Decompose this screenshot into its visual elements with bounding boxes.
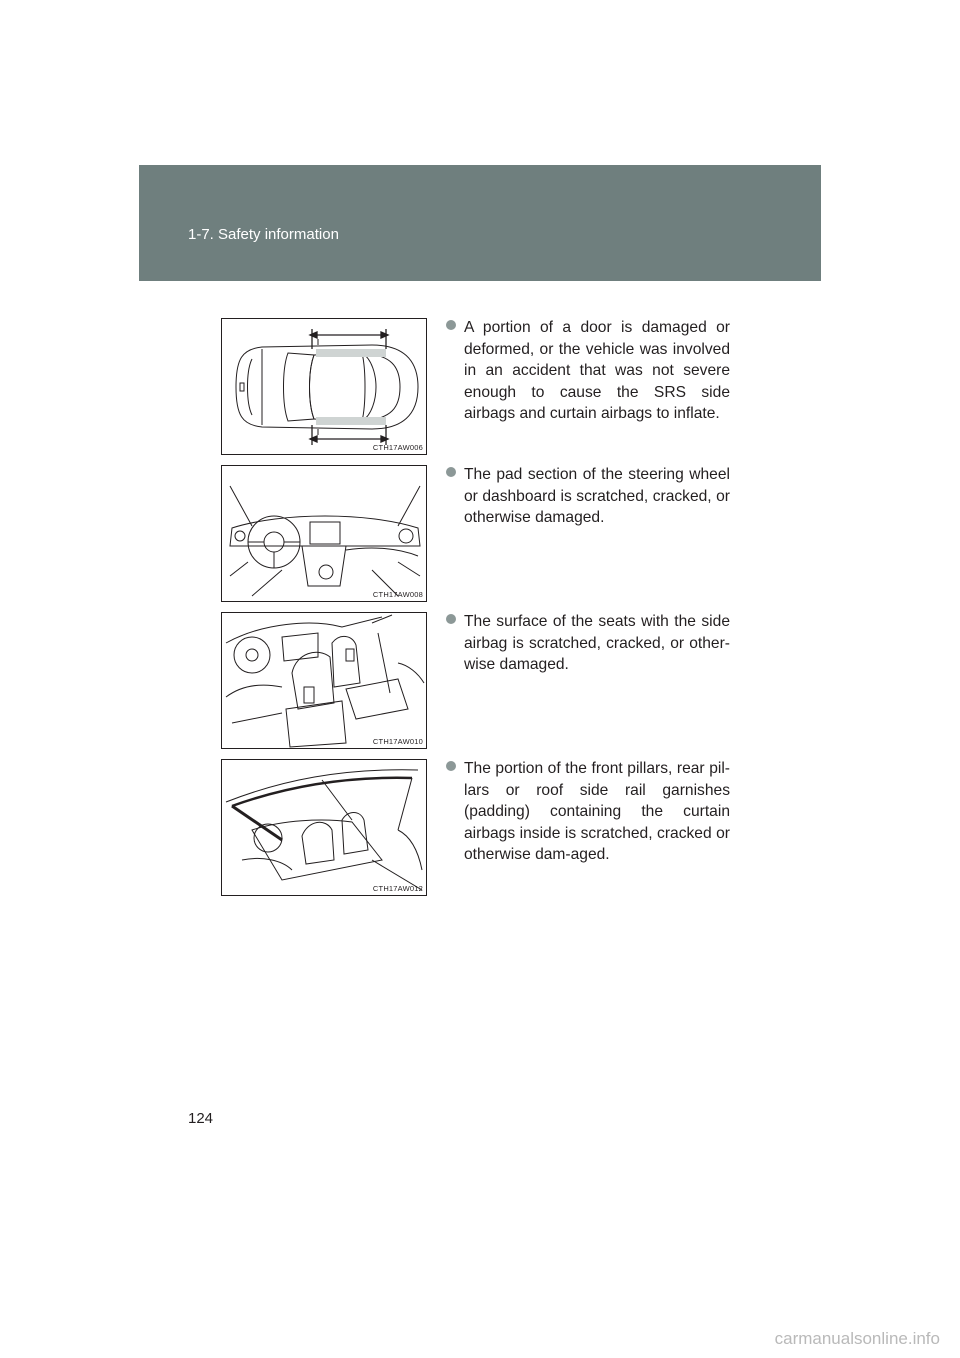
list-item-text: The portion of the front pillars, rear pil-lars or roof side rail garnishes (padding) containing the curtain airbags inside is scratched, cracked or otherwise dam-aged. [464,760,730,863]
bullet-icon [446,467,456,477]
list-item-text: The pad section of the steering wheel or dashboard is scratched, cracked, or otherwise damaged. [464,466,730,526]
list-item [446,317,730,425]
figure-dashboard [221,465,427,602]
list-item [446,464,730,529]
bullet-icon [446,761,456,771]
figure-code: CTH17AW012 [372,884,423,893]
figure-seats [221,612,427,749]
figure-code: CTH17AW010 [372,737,423,746]
figure-pillars [221,759,427,896]
figure-code: CTH17AW008 [372,590,423,599]
header-band [139,165,821,281]
figure-car-top-view [221,318,427,455]
list-item-text: The surface of the seats with the side airbag is scratched, cracked, or other-wise damaged. [464,613,730,673]
watermark: carmanualsonline.info [774,1329,940,1348]
list-item [446,611,730,676]
pillars-illustration [222,760,427,896]
list-item [446,758,730,866]
dashboard-illustration [222,466,427,602]
seats-illustration [222,613,427,749]
car-top-view-illustration [222,319,427,455]
figure-code: CTH17AW006 [372,443,423,452]
section-title: 1-7. Safety information [188,226,339,243]
bullet-icon [446,320,456,330]
list-item-text: A portion of a door is damaged or deformed, or the vehicle was involved in an accident that was not severe enough to cause the SRS side airbags and curtain airbags to inflate. [464,319,730,422]
page-number: 124 [188,1110,214,1127]
bullet-icon [446,614,456,624]
